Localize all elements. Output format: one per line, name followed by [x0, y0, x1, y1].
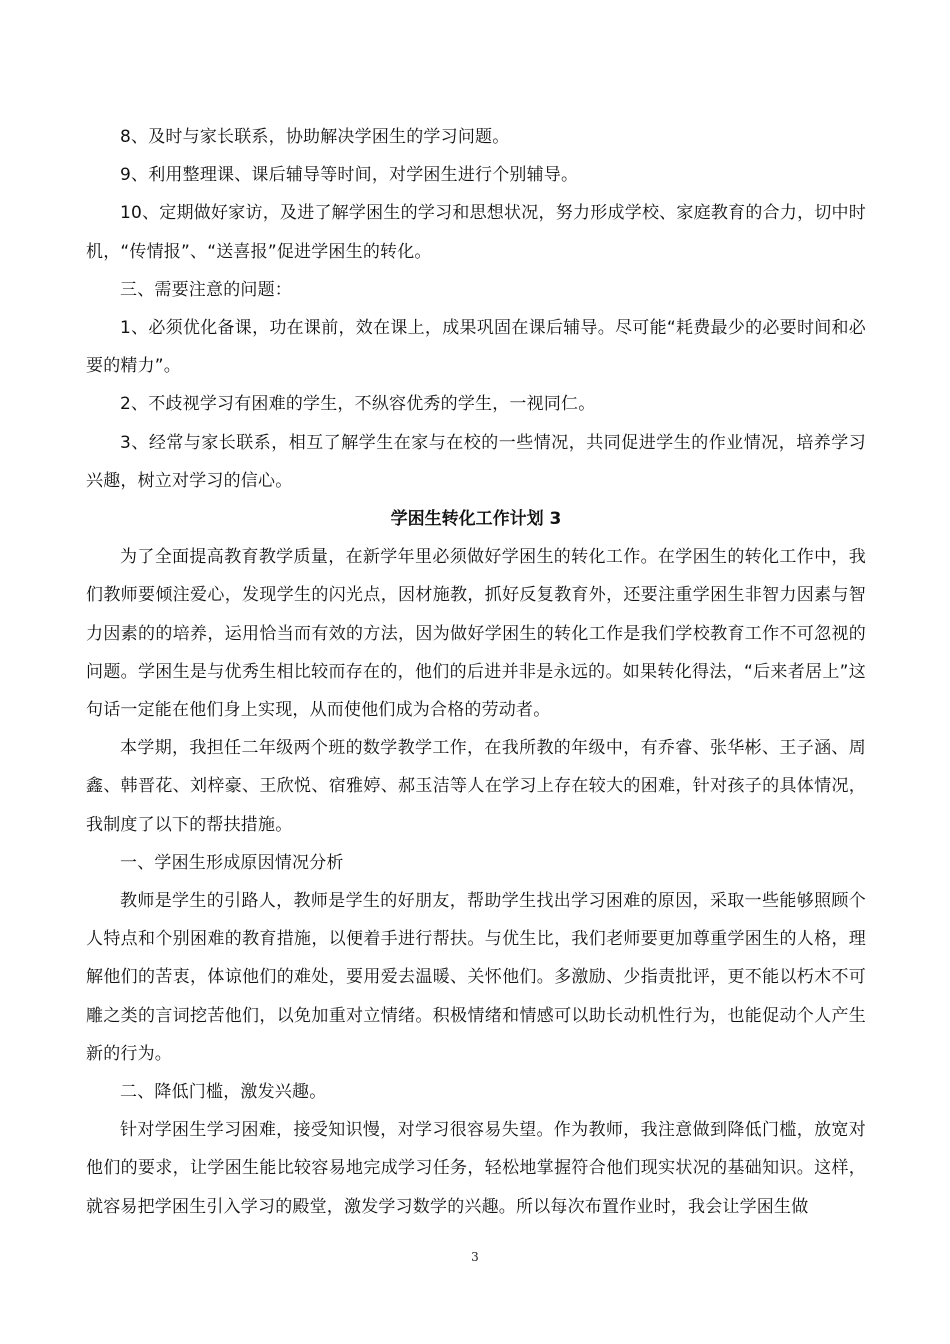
paragraph: 本学期，我担任二年级两个班的数学教学工作，在我所教的年级中，有乔睿、张华彬、王子涵、周鑫、韩晋花、刘梓豪、王欣悦、宿雅婷、郝玉洁等人在学习上存在较大的困难，针对孩子的具体情况，我制度了以下的帮扶措施。: [86, 738, 866, 835]
paragraph: 为了全面提高教育教学质量，在新学年里必须做好学困生的转化工作。在学困生的转化工作中，我们教师要倾注爱心，发现学生的闪光点，因材施教，抓好反复教育外，还要注重学困生非智力因素与智力因素的的培养，运用恰当而有效的方法，因为做好学困生的转化工作是我们学校教育工作不可忽视的问题。学困生是与优秀生相比较而存在的，他们的后进并非是永远的。如果转化得法，“后来者居上”这句话一定能在他们身上实现，从而使他们成为合格的劳动者。: [86, 547, 866, 721]
paragraph: 2、不歧视学习有困难的学生，不纵容优秀的学生，一视同仁。: [120, 394, 596, 415]
document-body: [86, 118, 866, 1226]
section-subheading: 一、学困生形成原因情况分析: [120, 852, 344, 873]
section-subheading: 二、降低门槛，激发兴趣。: [120, 1082, 327, 1103]
paragraph: 9、利用整理课、课后辅导等时间，对学困生进行个别辅导。: [120, 165, 579, 186]
paragraph: 教师是学生的引路人，教师是学生的好朋友，帮助学生找出学习困难的原因，采取一些能够照顾个人特点和个别困难的教育措施，以便着手进行帮扶。与优生比，我们老师要更加尊重学困生的人格，理解他们的苦衷，体谅他们的难处，要用爱去温暖、关怀他们。多激励、少指责批评，更不能以朽木不可雕之类的言词挖苦他们，以免加重对立情绪。积极情绪和情感可以助长动机性行为，也能促动个人产生新的行为。: [86, 891, 866, 1064]
section-title: 学困生转化工作计划 3: [390, 509, 562, 530]
paragraph: 1、必须优化备课，功在课前，效在课上，成果巩固在课后辅导。尽可能“耗费最少的必要时间和必要的精力”。: [86, 318, 866, 377]
paragraph: 10、定期做好家访，及进了解学困生的学习和思想状况，努力形成学校、家庭教育的合力，切中时机，“传情报”、“送喜报”促进学困生的转化。: [86, 203, 866, 262]
paragraph: 针对学困生学习困难，接受知识慢，对学习很容易失望。作为教师，我注意做到降低门槛，放宽对他们的要求，让学困生能比较容易地完成学习任务，轻松地掌握符合他们现实状况的基础知识。这样，就容易把学困生引入学习的殿堂，激发学习数学的兴趣。所以每次布置作业时，我会让学困生做: [86, 1120, 866, 1217]
page-number: 3: [471, 1250, 479, 1264]
paragraph: 3、经常与家长联系，相互了解学生在家与在校的一些情况，共同促进学生的作业情况，培养学习兴趣，树立对学习的信心。: [86, 432, 866, 491]
paragraph: 8、及时与家长联系，协助解决学困生的学习问题。: [120, 127, 510, 147]
section-subheading: 三、需要注意的问题：: [120, 279, 292, 300]
